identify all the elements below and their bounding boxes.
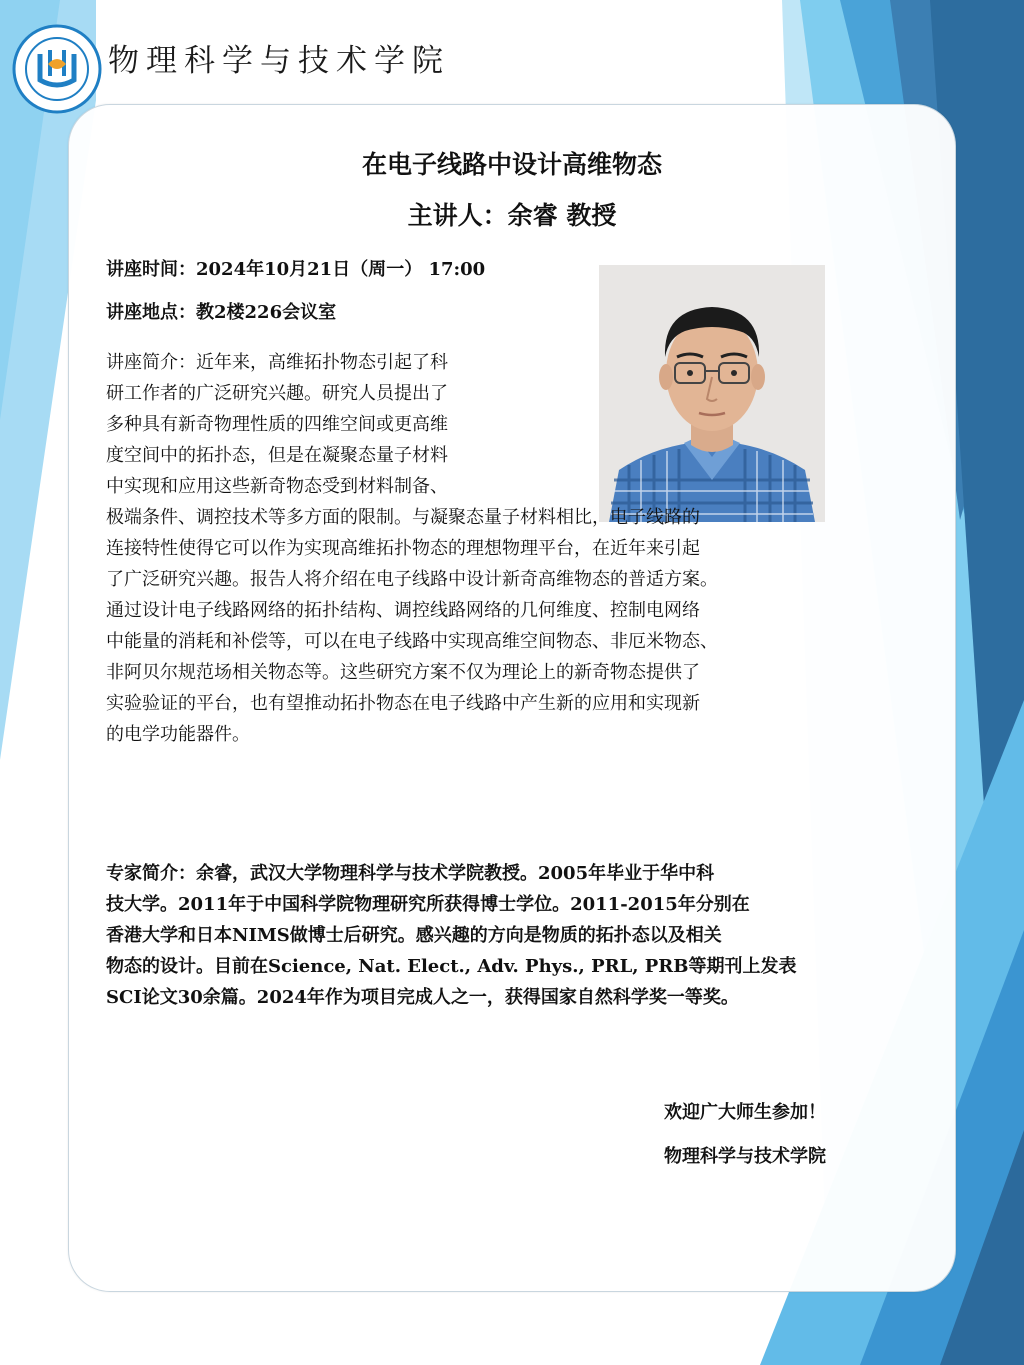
abstract-line: 多种具有新奇物理性质的四维空间或更高维 [106,414,448,435]
speaker-bio [106,858,796,1013]
bio-line: SCI论文30余篇。2024年作为项目完成人之一，获得国家自然科学奖一等奖。 [106,987,739,1008]
abstract-line: 中实现和应用这些新奇物态受到材料制备、 [106,476,448,497]
host-name: 物理科学与技术学院 [664,1146,826,1167]
welcome-text: 欢迎广大师生参加！ [664,1102,826,1123]
abstract-line: 非阿贝尔规范场相关物态等。这些研究方案不仅为理论上的新奇物态提供了 [106,662,700,683]
bio-line: 专家简介：余睿，武汉大学物理科学与技术学院教授。2005年毕业于华中科 [106,863,715,884]
abstract-line: 了广泛研究兴趣。报告人将介绍在电子线路中设计新奇高维物态的普适方案。 [106,569,718,590]
abstract-line: 讲座简介：近年来，高维拓扑物态引起了科 [106,352,448,373]
speaker-line: 主讲人：余睿 教授 [407,201,617,230]
abstract-line: 的电学功能器件。 [106,724,250,745]
lecture-title: 在电子线路中设计高维物态 [361,150,662,179]
abstract-line: 中能量的消耗和补偿等，可以在电子线路中实现高维空间物态、非厄米物态、 [106,631,718,652]
university-seal-icon [12,24,102,114]
abstract-line: 通过设计电子线路网络的拓扑结构、调控线路网络的几何维度、控制电网络 [106,600,700,621]
abstract-line: 极端条件、调控技术等多方面的限制。与凝聚态量子材料相比，电子线路的 [106,507,700,528]
abstract-line: 度空间中的拓扑态，但是在凝聚态量子材料 [106,445,448,466]
abstract-line: 连接特性使得它可以作为实现高维拓扑物态的理想物理平台，在近年来引起 [106,538,700,559]
lecture-time: 讲座时间：2024年10月21日（周一） 17:00 [106,259,486,280]
institute-name: 物理科学与技术学院 [108,43,450,79]
abstract-line: 实验验证的平台，也有望推动拓扑物态在电子线路中产生新的应用和实现新 [106,693,700,714]
abstract-line: 研工作者的广泛研究兴趣。研究人员提出了 [106,383,448,404]
bio-line: 技大学。2011年于中国科学院物理研究所获得博士学位。2011-2015年分别在 [106,894,750,915]
lecture-abstract [106,347,718,750]
bio-line: 物态的设计。目前在Science, Nat. Elect., Adv. Phys., PRL, PRB等期刊上发表 [106,956,797,977]
bio-line: 香港大学和日本NIMS做博士后研究。感兴趣的方向是物质的拓扑态以及相关 [106,925,722,946]
lecture-location: 讲座地点：教2楼226会议室 [106,302,337,323]
